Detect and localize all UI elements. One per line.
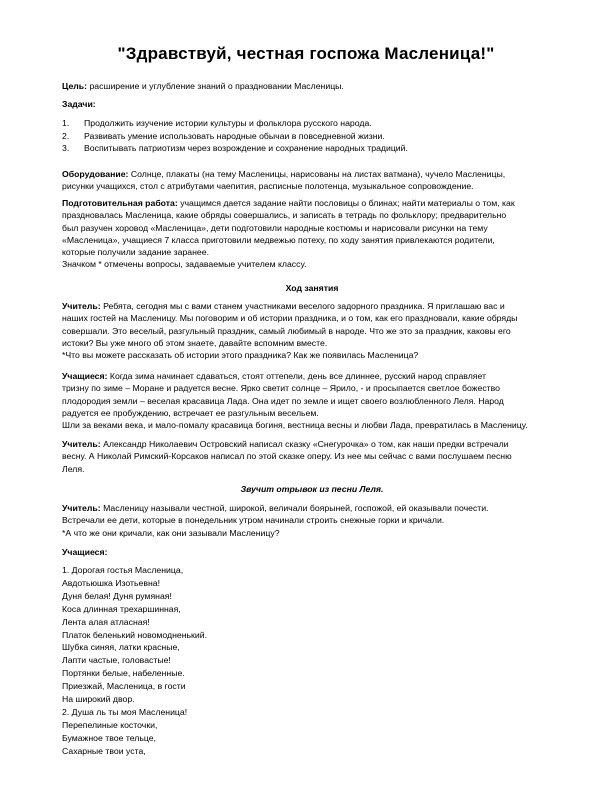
teacher-label: Учитель: bbox=[62, 503, 101, 513]
poem-line: Портянки белые, набеленные. bbox=[62, 668, 185, 679]
poem-line: 2. Душа ль ты моя Масленица! bbox=[62, 706, 188, 717]
poem-line: Приезжай, Масленица, в гости bbox=[62, 681, 186, 692]
goal-text: расширение и углубление знаний о праздновании Масленицы. bbox=[89, 81, 344, 91]
song-heading: Звучит отрывок из песни Леля. bbox=[240, 484, 384, 494]
teacher-label: Учитель: bbox=[62, 301, 101, 311]
poem-line: Сахарные твои уста, bbox=[62, 745, 146, 756]
poem-block bbox=[62, 564, 207, 758]
prep-label: Подготовительная работа: bbox=[62, 198, 178, 208]
poem-line: 1. Дорогая гостья Масленица, bbox=[62, 565, 184, 575]
teacher-paragraph-2: Учитель: Александр Николаевич Островский написал сказку «Снегурочка» о том, как наши предки встречали весну. А Николай Римский-Корсаков написал по этой сказке оперу. Из нее мы сейчас с вами послушаем песню Леля. bbox=[62, 439, 512, 474]
goal-paragraph bbox=[62, 80, 562, 92]
poem-line: Шубка синяя, латки красные, bbox=[62, 642, 180, 653]
equipment-paragraph: Оборудование: Солнце, плакаты (на тему Масленицы, нарисованы на листах ватмана), чучело Масленицы, рисунки учащихся, стол с атрибутами чаепития, расписные полотенца, музыкальное сопровождение. bbox=[62, 169, 506, 192]
students-label-2: Учащиеся: bbox=[62, 547, 108, 557]
poem-line: Бумажное твое тельце, bbox=[62, 732, 156, 743]
poem-line: Лапти частые, головастые! bbox=[62, 655, 171, 666]
prep-paragraph: Подготовительная работа: учащимся дается задание найти пословицы о блинах; найти материалы о том, как праздновалась Масленица, какие обряды совершались, и записать в тетрадь по фольклору; предварительно был разучен хоровод «Масленица», дети подготовили народные костюмы и нарисовали рисунки на тему «Масленица», учащиеся 7 класса приготовили медвежью потеху, по ходу занятия привлекаются родители, которые получили задание заранее. Значком * отмечены вопросы, задаваемые учителем классу. bbox=[62, 198, 515, 270]
document-title: "Здравствуй, честная госпожа Масленица!" bbox=[117, 44, 495, 63]
lesson-heading: Ход занятия bbox=[285, 283, 339, 293]
poem-line: Дуня белая! Дуня румяная! bbox=[62, 590, 172, 601]
poem-line: Платок беленький новомодненький. bbox=[62, 629, 207, 640]
poem-line: На широкий двор. bbox=[62, 694, 135, 705]
students-paragraph-1: Учащиеся: Когда зима начинает сдаваться, стоят оттепели, день все длиннее, русский народ справляет тризну по зиме – Моране и радуется весне. Ярко светит солнце – Ярило, - и просыпается светлое божество плодородия земли – веселая красавица Лада. Она идет по земле и ищет своего возлюбленного Леля. Народ радуется ее пробуждению, встречает ее разгульным весельем. Шли за веками века, и мало-помалу красавица богиня, вестница весны и любви Лада, превратилась в Масленицу. bbox=[62, 371, 528, 431]
students-label: Учащиеся: bbox=[62, 371, 108, 381]
goal-label: Цель: bbox=[62, 81, 88, 91]
poem-line: Коса длинная трехаршинная, bbox=[62, 603, 181, 614]
task-item-3: 3. Воспитывать патриотизм через возрождение и сохранение народных традиций. bbox=[62, 143, 408, 153]
poem-line: Перепелиные косточки, bbox=[62, 719, 158, 730]
poem-line: Лента алая атласная! bbox=[62, 616, 150, 627]
equipment-label: Оборудование: bbox=[62, 169, 129, 179]
teacher-paragraph-1: Учитель: Ребята, сегодня мы с вами станем участниками веселого задорного праздника. Я приглашаю вас и наших гостей на Масленицу. Мы поговорим и об истории праздника, и о том, как его праздновали, какие обряды совершали. Это веселый, разгульный праздник, самый любимый в народе. Что же это за праздник, каковы его истоки? Вы уже много об этом знаете, давайте вспомним вместе. *Что вы можете рассказать об истории этого праздника? Как же появилась Масленица? bbox=[62, 301, 518, 361]
poem-line: Авдотьюшка Изотьевна! bbox=[62, 577, 161, 588]
task-item-1: 1. Продолжить изучение истории культуры и фольклора русского народа. bbox=[62, 118, 372, 128]
teacher-label: Учитель: bbox=[62, 439, 101, 449]
teacher-paragraph-3: Учитель: Масленицу называли честной, широкой, величали боярыней, госпожой, ей оказывали почести. Встречали ее дети, которые в понедельник утром начинали строить снежные горки и кричали. *А что же они кричали, как они зазывали Масленицу? bbox=[62, 503, 489, 538]
task-item-2: 2. Развивать умение использовать народные обычаи в повседневной жизни. bbox=[62, 131, 385, 141]
tasks-label: Задачи: bbox=[62, 99, 96, 109]
